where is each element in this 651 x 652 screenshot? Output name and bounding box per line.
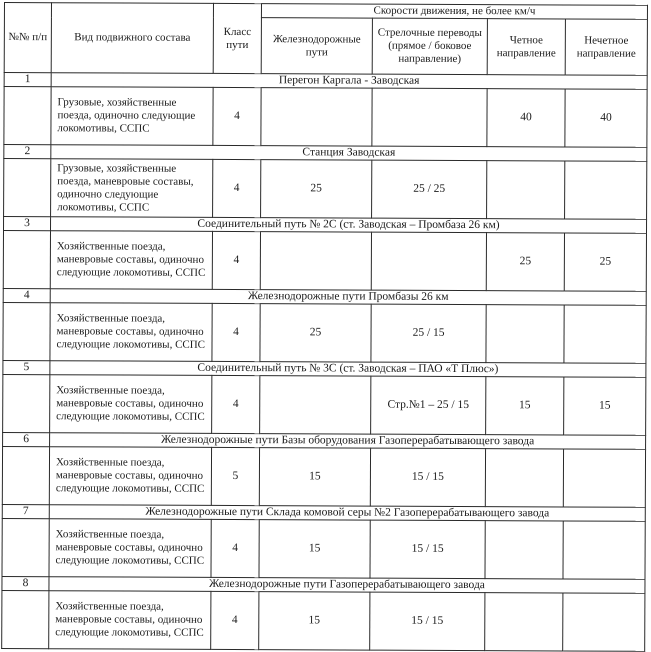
track-class-value: 4 <box>213 87 261 145</box>
header-even: Четное направление <box>487 19 565 75</box>
odd-direction-speed: 40 <box>565 89 647 147</box>
row-number-cell <box>4 87 51 145</box>
rolling-stock-type: Грузовые, хозяйственные поезда, одиночно следующие локомотивы, ССПС <box>51 87 213 146</box>
section-title: Соединительный путь № 2С (ст. Заводская – Промбаза 26 км) <box>51 217 647 234</box>
switch-speed-value: 25 / 15 <box>371 304 486 363</box>
track-class-value: 4 <box>212 375 260 433</box>
even-direction-speed <box>485 521 563 579</box>
railway-speed-value: 25 <box>261 160 372 218</box>
row-number-cell <box>4 159 51 217</box>
speed-limits-document <box>1 2 647 652</box>
switch-speed-value: 15 / 15 <box>370 448 485 507</box>
header-switches: Стрелочные переводы (прямое / боковое направление) <box>372 18 487 75</box>
section-title: Соединительный путь № 3С (ст. Заводская – ПАО «Т Плюс») <box>50 361 646 378</box>
track-class-value: 4 <box>212 231 260 289</box>
header-odd: Нечетное направление <box>565 19 647 75</box>
railway-speed-value: 15 <box>259 520 370 578</box>
railway-speed-value <box>260 376 371 434</box>
even-direction-speed <box>487 161 565 219</box>
rolling-stock-type: Грузовые, хозяйственные поезда, маневровые составы, одиночно следующие локомотивы, ССПС <box>51 159 213 218</box>
section-title: Железнодорожные пути Склада комовой серы №2 Газоперерабатывающего завода <box>49 505 645 522</box>
rolling-stock-type: Хозяйственные поезда, маневровые составы, одиночно следующие локомотивы, ССПС <box>49 591 211 650</box>
track-class-value: 5 <box>211 447 259 505</box>
table-row <box>3 231 646 292</box>
even-direction-speed <box>485 593 563 651</box>
table-row <box>3 302 646 363</box>
section-number: 3 <box>4 217 51 231</box>
section-number: 2 <box>4 145 51 159</box>
row-number-cell <box>3 374 50 432</box>
even-direction-speed <box>485 449 563 507</box>
odd-direction-speed: 15 <box>564 377 646 435</box>
header-num: №№ п/п <box>4 3 51 73</box>
odd-direction-speed <box>564 305 646 363</box>
rolling-stock-type: Хозяйственные поезда, маневровые составы, одиночно следующие локомотивы, ССПС <box>50 375 212 434</box>
table-row <box>3 374 646 435</box>
odd-direction-speed <box>563 449 645 507</box>
track-class-value: 4 <box>211 591 259 649</box>
rolling-stock-type: Хозяйственные поезда, маневровые составы, одиночно следующие локомотивы, ССПС <box>50 303 212 362</box>
switch-speed-value: 25 / 25 <box>372 160 487 219</box>
header-kind: Вид подвижного состава <box>51 3 213 74</box>
railway-speed-value <box>260 232 371 290</box>
row-number-cell <box>2 518 49 576</box>
section-number: 4 <box>3 288 50 302</box>
section-title: Перегон Каргала - Заводская <box>51 73 647 90</box>
even-direction-speed: 25 <box>486 233 564 291</box>
even-direction-speed: 15 <box>486 377 564 435</box>
header-track-class: Класс пути <box>213 3 261 73</box>
rolling-stock-type: Хозяйственные поезда, маневровые составы, одиночно следующие локомотивы, ССПС <box>50 231 212 290</box>
odd-direction-speed <box>563 521 645 579</box>
table-row <box>2 590 645 651</box>
railway-speed-value: 15 <box>259 592 370 650</box>
railway-speed-value: 25 <box>260 304 371 362</box>
row-number-cell <box>2 446 49 504</box>
section-number: 7 <box>2 504 49 518</box>
section-title: Железнодорожные пути Промбазы 26 км <box>50 289 646 306</box>
odd-direction-speed: 25 <box>564 233 646 291</box>
railway-speed-value <box>261 88 372 146</box>
header-speed-group: Скорости движения, не более км/ч <box>261 4 647 20</box>
section-title: Железнодорожные пути Газоперерабатывающего завода <box>49 577 645 594</box>
header-row-1 <box>4 3 647 20</box>
section-number: 5 <box>3 360 50 374</box>
table-row <box>4 159 647 220</box>
odd-direction-speed <box>565 161 647 219</box>
switch-speed-value: 15 / 15 <box>370 592 485 651</box>
track-class-value: 4 <box>213 159 261 217</box>
rolling-stock-type: Хозяйственные поезда, маневровые составы, одиночно следующие локомотивы, ССПС <box>49 519 211 578</box>
section-number: 1 <box>4 73 51 87</box>
row-number-cell <box>3 302 50 360</box>
switch-speed-value: Стр.№1 – 25 / 15 <box>371 376 486 435</box>
track-class-value: 4 <box>211 519 259 577</box>
header-railway-tracks: Железнодорожные пути <box>261 18 372 74</box>
even-direction-speed: 40 <box>487 89 565 147</box>
section-number: 8 <box>2 576 49 590</box>
section-number: 6 <box>3 432 50 446</box>
section-title: Железнодорожные пути Базы оборудования Газоперерабатывающего завода <box>50 433 646 450</box>
switch-speed-value <box>371 232 486 291</box>
rolling-stock-type: Хозяйственные поезда, маневровые составы, одиночно следующие локомотивы, ССПС <box>49 447 211 506</box>
odd-direction-speed <box>563 593 645 651</box>
switch-speed-value <box>372 88 487 147</box>
row-number-cell <box>3 231 50 289</box>
table-row <box>4 87 647 148</box>
table-row <box>2 446 645 507</box>
track-class-value: 4 <box>212 303 260 361</box>
speed-limits-table <box>1 2 648 652</box>
switch-speed-value: 15 / 15 <box>370 520 485 579</box>
section-title: Станция Заводская <box>51 145 647 162</box>
even-direction-speed <box>486 305 564 363</box>
row-number-cell <box>2 590 49 648</box>
railway-speed-value: 15 <box>259 448 370 506</box>
table-row <box>2 518 645 579</box>
